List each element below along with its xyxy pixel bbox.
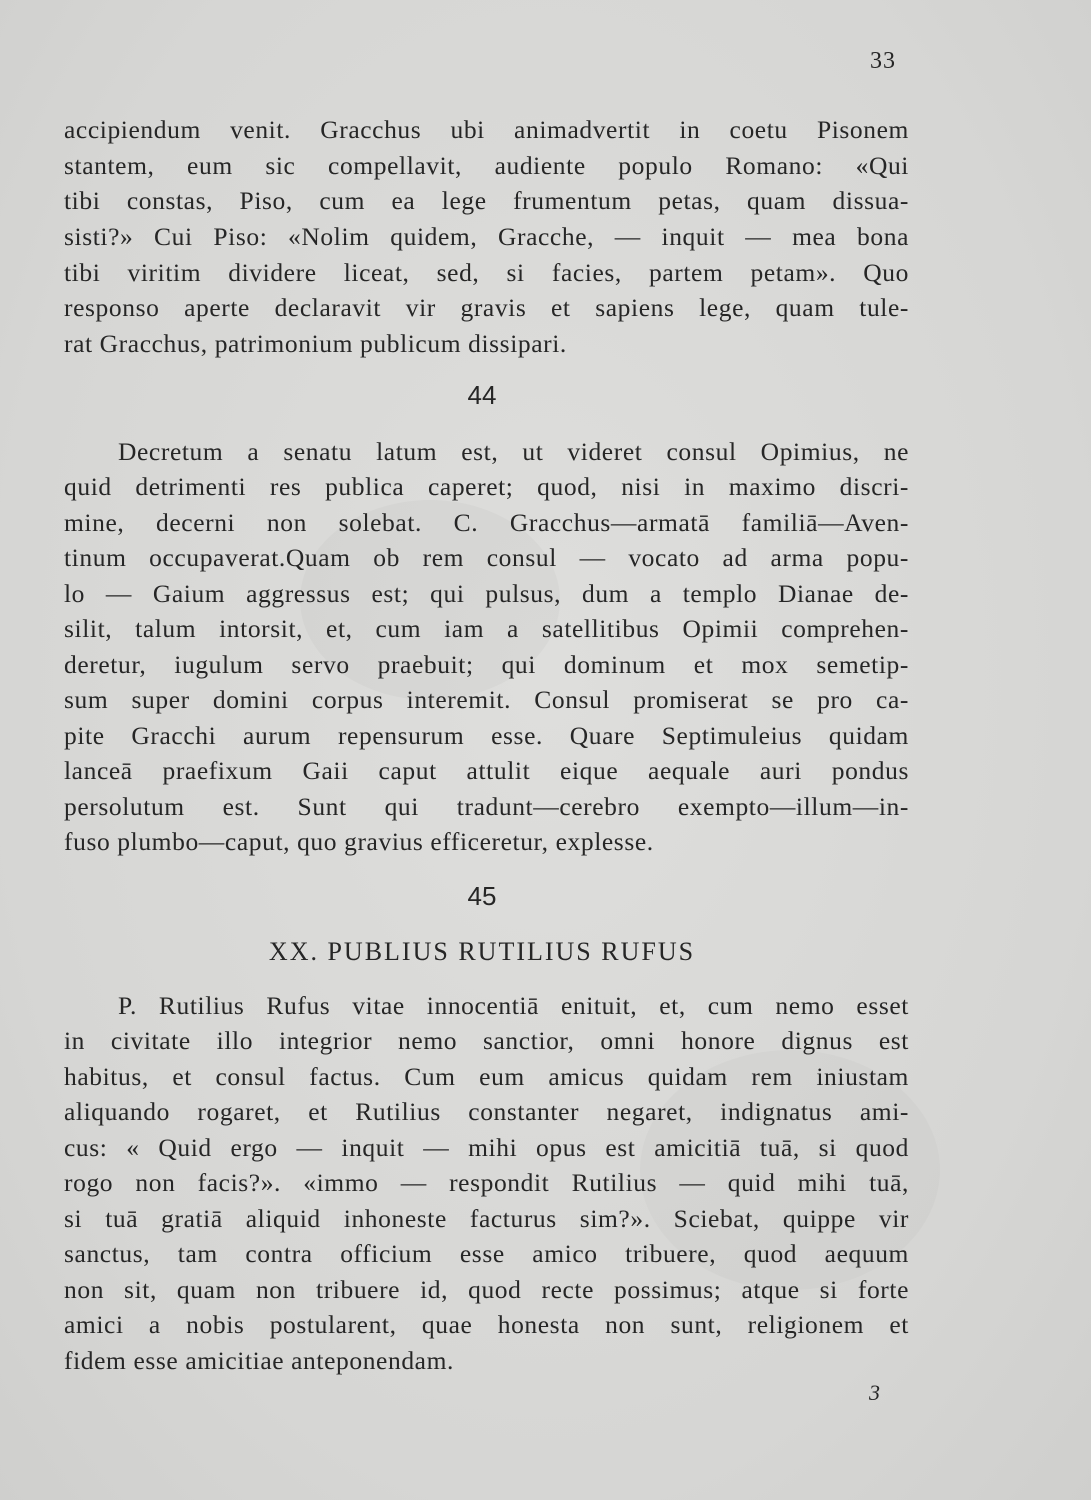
text-line: sum super domini corpus interemit. Consul promiserat se pro ca- — [64, 685, 909, 714]
text-line: fuso plumbo—caput, quo gravius efficeretur, explesse. — [64, 827, 654, 856]
text-line: fidem esse amicitiae anteponendam. — [64, 1346, 455, 1375]
text-line: Decretum a senatu latum est, ut videret consul Opimius, ne — [118, 437, 909, 466]
text-line: habitus, et consul factus. Cum eum amicus quidam rem iniustam — [64, 1062, 909, 1091]
chapter-title: XX. PUBLIUS RUTILIUS RUFUS — [268, 937, 696, 966]
text-line: P. Rutilius Rufus vitae innocentiā enituit, et, cum nemo esset — [118, 991, 909, 1020]
text-line: deretur, iugulum servo praebuit; qui dominum et mox semetip- — [64, 650, 909, 679]
text-line: cus: « Quid ergo — inquit — mihi opus est amicitiā tuā, si quod — [64, 1133, 909, 1162]
text-line: in civitate illo integrior nemo sanctior, omni honore dignus est — [64, 1026, 909, 1055]
text-line: rat Gracchus, patrimonium publicum dissipari. — [64, 329, 567, 358]
text-line: mine, decerni non solebat. C. Gracchus—armatā familiā—Aven- — [64, 508, 909, 537]
text-line: amici a nobis postularent, quae honesta non sunt, religionem et — [64, 1310, 909, 1339]
text-line: aliquando rogaret, et Rutilius constanter negaret, indignatus ami- — [64, 1097, 909, 1126]
text-line: tibi constas, Piso, cum ea lege frumentum petas, quam dissua- — [64, 186, 909, 215]
section-number-44: 44 — [467, 380, 497, 410]
text-line: non sit, quam non tribuere id, quod recte possimus; atque si forte — [64, 1275, 909, 1304]
text-line: persolutum est. Sunt qui tradunt—cerebro exempto—illum—in- — [64, 792, 909, 821]
text-line: silit, talum intorsit, et, cum iam a satellitibus Opimii comprehen- — [64, 614, 909, 643]
text-line: tinum occupaverat.Quam ob rem consul — vocato ad arma popu- — [64, 543, 909, 572]
text-line: accipiendum venit. Gracchus ubi animadvertit in coetu Pisonem — [64, 115, 909, 144]
page-number: 33 — [870, 48, 896, 74]
text-line: si tuā gratiā aliquid inhoneste facturus sim?». Sciebat, quippe vir — [64, 1204, 909, 1233]
text-line: stantem, eum sic compellavit, audiente populo Romano: «Qui — [64, 151, 909, 180]
text-line: tibi viritim dividere liceat, sed, si facies, partem petam». Quo — [64, 258, 909, 287]
text-line: sisti?» Cui Piso: «Nolim quidem, Gracche, — inquit — mea bona — [64, 222, 909, 251]
text-line: lanceā praefixum Gaii caput attulit eique aequale auri pondus — [64, 756, 909, 785]
text-line: lo — Gaium aggressus est; qui pulsus, dum a templo Dianae de- — [64, 579, 909, 608]
signature-mark: 3 — [869, 1380, 880, 1405]
text-line: responso aperte declaravit vir gravis et sapiens lege, quam tule- — [64, 293, 909, 322]
text-line: sanctus, tam contra officium esse amico tribuere, quod aequum — [64, 1239, 909, 1268]
text-line: quid detrimenti res publica caperet; quod, nisi in maximo discri- — [64, 472, 909, 501]
section-number-45: 45 — [467, 881, 497, 911]
text-line: pite Gracchi aurum repensurum esse. Quare Septimuleius quidam — [64, 721, 909, 750]
text-line: rogo non facis?». «immo — respondit Rutilius — quid mihi tuā, — [64, 1168, 909, 1197]
